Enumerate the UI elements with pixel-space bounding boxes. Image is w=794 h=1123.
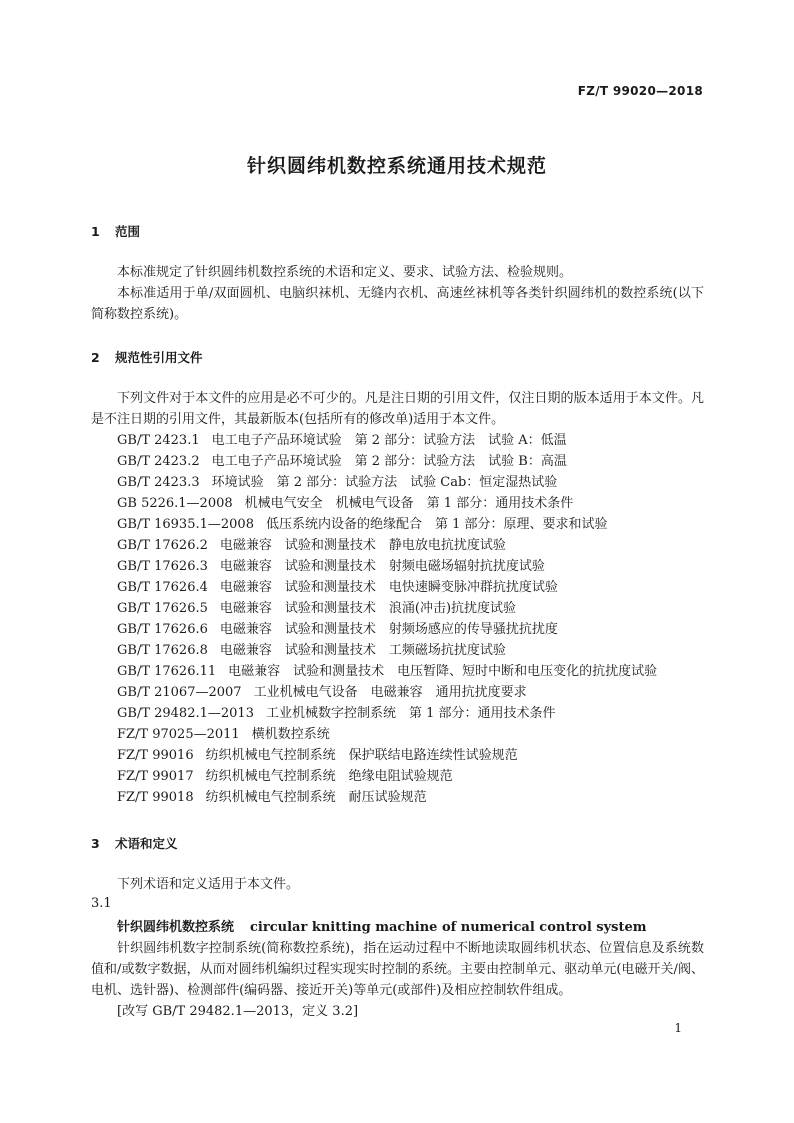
reference-title: 工业机械电气设备 电磁兼容 通用抗扰度要求 bbox=[253, 685, 527, 700]
section-3-heading bbox=[91, 834, 178, 852]
term-heading bbox=[117, 917, 647, 938]
term-source-note: [改写 GB/T 29482.1—2013，定义 3.2] bbox=[117, 1004, 359, 1019]
reference-code: GB/T 2423.1 bbox=[117, 433, 200, 448]
reference-code: GB/T 21067—2007 bbox=[117, 685, 242, 700]
reference-title: 纺织机械电气控制系统 保护联结电路连续性试验规范 bbox=[205, 748, 518, 763]
reference-title: 电工电子产品环境试验 第 2 部分：试验方法 试验 B：高温 bbox=[211, 454, 567, 469]
reference-title: 电磁兼容 试验和测量技术 射频场感应的传导骚扰抗扰度 bbox=[219, 622, 558, 637]
term-english: circular knitting machine of numerical control system bbox=[250, 920, 647, 935]
section-title: 术语和定义 bbox=[115, 836, 178, 851]
reference-item bbox=[117, 493, 657, 514]
reference-title: 电磁兼容 试验和测量技术 浪涌(冲击)抗扰度试验 bbox=[219, 601, 517, 616]
section-2-heading bbox=[91, 348, 203, 366]
reference-code: FZ/T 97025—2011 bbox=[117, 727, 240, 742]
section-1-heading bbox=[91, 222, 140, 240]
section-number: 1 bbox=[91, 224, 100, 239]
reference-item bbox=[117, 598, 657, 619]
term-chinese: 针织圆纬机数控系统 bbox=[117, 920, 235, 935]
reference-code: GB/T 29482.1—2013 bbox=[117, 706, 254, 721]
reference-item bbox=[117, 619, 657, 640]
reference-code: FZ/T 99016 bbox=[117, 748, 194, 763]
references-intro: 下列文件对于本文件的应用是必不可少的。凡是注日期的引用文件，仅注日期的版本适用于本文件。凡是不注日期的引用文件，其最新版本(包括所有的修改单)适用于本文件。 bbox=[91, 391, 704, 427]
reference-title: 电磁兼容 试验和测量技术 工频磁场抗扰度试验 bbox=[219, 643, 506, 658]
page-number: 1 bbox=[674, 1021, 682, 1035]
section-title: 范围 bbox=[115, 224, 141, 239]
reference-code: GB/T 17626.6 bbox=[117, 622, 208, 637]
reference-code: GB/T 17626.4 bbox=[117, 580, 208, 595]
reference-code: GB/T 17626.5 bbox=[117, 601, 208, 616]
reference-title: 电工电子产品环境试验 第 2 部分：试验方法 试验 A：低温 bbox=[211, 433, 567, 448]
reference-item bbox=[117, 640, 657, 661]
reference-item bbox=[117, 703, 657, 724]
reference-title: 机械电气安全 机械电气设备 第 1 部分：通用技术条件 bbox=[244, 496, 574, 511]
reference-code: GB/T 17626.2 bbox=[117, 538, 208, 553]
section-title: 规范性引用文件 bbox=[115, 350, 203, 365]
reference-item bbox=[117, 682, 657, 703]
reference-item bbox=[117, 472, 657, 493]
reference-title: 电磁兼容 试验和测量技术 静电放电抗扰度试验 bbox=[219, 538, 506, 553]
reference-code: GB/T 17626.8 bbox=[117, 643, 208, 658]
reference-title: 横机数控系统 bbox=[251, 727, 330, 742]
reference-item bbox=[117, 787, 657, 808]
reference-code: GB 5226.1—2008 bbox=[117, 496, 233, 511]
term-definition: 针织圆纬机数字控制系统(简称数控系统)，指在运动过程中不断地读取圆纬机状态、位置信息及系统数值和/或数字数据，从而对圆纬机编织过程实现实时控制的系统。主要由控制单元、驱动单元(电磁开关/阀、电机、选针器)、检测部件(编码器、接近开关)等单元(或部件)及相应控制软件组成。 bbox=[91, 941, 704, 998]
reference-item bbox=[117, 661, 657, 682]
reference-item bbox=[117, 430, 657, 451]
reference-item bbox=[117, 451, 657, 472]
reference-item bbox=[117, 535, 657, 556]
reference-code: GB/T 17626.11 bbox=[117, 664, 217, 679]
reference-title: 电磁兼容 试验和测量技术 射频电磁场辐射抗扰度试验 bbox=[219, 559, 545, 574]
reference-code: GB/T 2423.3 bbox=[117, 475, 200, 490]
reference-title: 电磁兼容 试验和测量技术 电快速瞬变脉冲群抗扰度试验 bbox=[219, 580, 558, 595]
reference-title: 工业机械数字控制系统 第 1 部分：通用技术条件 bbox=[265, 706, 556, 721]
reference-title: 纺织机械电气控制系统 绝缘电阻试验规范 bbox=[205, 769, 453, 784]
reference-title: 低压系统内设备的绝缘配合 第 1 部分：原理、要求和试验 bbox=[265, 517, 608, 532]
document-title: 针织圆纬机数控系统通用技术规范 bbox=[246, 155, 547, 177]
standard-number: FZ/T 99020—2018 bbox=[577, 84, 703, 98]
reference-title: 纺织机械电气控制系统 耐压试验规范 bbox=[205, 790, 427, 805]
reference-list bbox=[117, 430, 657, 808]
reference-title: 电磁兼容 试验和测量技术 电压暂降、短时中断和电压变化的抗扰度试验 bbox=[228, 664, 658, 679]
terms-intro: 下列术语和定义适用于本文件。 bbox=[117, 877, 300, 892]
section-number: 3 bbox=[91, 836, 100, 851]
reference-title: 环境试验 第 2 部分：试验方法 试验 Cab：恒定湿热试验 bbox=[211, 475, 558, 490]
reference-code: GB/T 2423.2 bbox=[117, 454, 200, 469]
reference-item bbox=[117, 766, 657, 787]
section-number: 2 bbox=[91, 350, 100, 365]
reference-item bbox=[117, 514, 657, 535]
scope-paragraph-1: 本标准规定了针织圆纬机数控系统的术语和定义、要求、试验方法、检验规则。 bbox=[117, 265, 573, 280]
reference-item bbox=[117, 745, 657, 766]
scope-paragraph-2: 本标准适用于单/双面圆机、电脑织袜机、无缝内衣机、高速丝袜机等各类针织圆纬机的数控系统(以下简称数控系统)。 bbox=[91, 286, 704, 322]
term-number: 3.1 bbox=[91, 896, 112, 911]
reference-code: GB/T 16935.1—2008 bbox=[117, 517, 254, 532]
reference-code: FZ/T 99018 bbox=[117, 790, 194, 805]
reference-code: FZ/T 99017 bbox=[117, 769, 194, 784]
reference-item bbox=[117, 724, 657, 745]
reference-item bbox=[117, 556, 657, 577]
reference-item bbox=[117, 577, 657, 598]
reference-code: GB/T 17626.3 bbox=[117, 559, 208, 574]
